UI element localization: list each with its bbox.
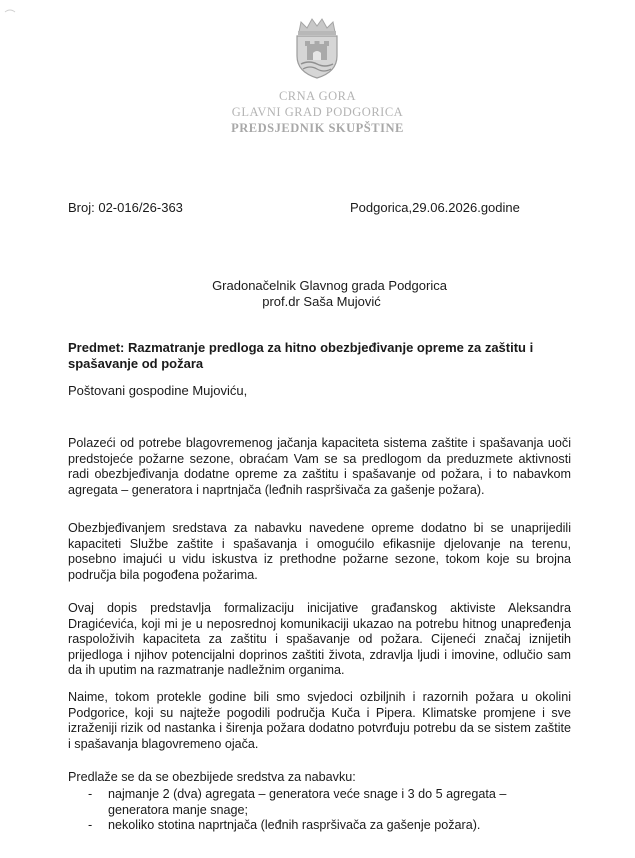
- coat-of-arms-icon: [287, 14, 347, 80]
- paragraph: Polazeći od potrebe blagovremenog jačanja kapaciteta sistema zaštite i spašavanja uoči predstojeće požarne sezone, obraćam Vam se sa predlogom da preduzmete aktivnosti radi obezbjeđivanja dodatne opreme za zaštitu i spašavanje od požara, i to nabavkom agregata – generatora i naprtnjača (leđnih raspršivača za gašenje požara).: [68, 436, 571, 497]
- list-item: [88, 787, 558, 818]
- recipient-title: Gradonačelnik Glavnog grada Podgorica: [212, 278, 447, 293]
- corner-mark: [4, 8, 16, 14]
- recipient-name: prof.dr Saša Mujović: [262, 294, 381, 309]
- recipient-block: [0, 278, 635, 310]
- paragraph: Obezbjeđivanjem sredstava za nabavku navedene opreme dodatno bi se unaprijedili kapaciteti Službe zaštite i spašavanja i omogućilo efikasnije djelovanje na terenu, posebno imajući u vidu iskustva iz prethodne požarne sezone, tokom koje su brojna područja bila pogođena požarima.: [68, 521, 571, 582]
- letterhead: [0, 88, 635, 136]
- salutation: Poštovani gospodine Mujoviću,: [68, 383, 248, 398]
- paragraph: Naime, tokom protekle godine bili smo svjedoci ozbiljnih i razornih požara u okolini Podgorice, koji su najteže pogodili područja Kuča i Pipera. Klimatske promjene i sve izraženiji rizik od nastanka i širenja požara dodatno potvrđuju potrebu da se sistem zaštite i spašavanja blagovremeno ojača.: [68, 690, 571, 751]
- letterhead-city: GLAVNI GRAD PODGORICA: [231, 105, 404, 119]
- list-item-text: najmanje 2 (dva) agregata – generatora veće snage i 3 do 5 agregata – generatora manje snage;: [108, 787, 507, 817]
- dash-bullet: -: [88, 818, 93, 833]
- letterhead-country: CRNA GORA: [278, 89, 357, 103]
- list-item: [88, 818, 558, 834]
- list-item-text: nekoliko stotina naprtnjača (leđnih raspršivača za gašenje požara).: [108, 818, 481, 833]
- letterhead-office: PREDSJEDNIK SKUPŠTINE: [231, 121, 404, 135]
- place-and-date: Podgorica,29.06.2026.godine: [350, 200, 520, 215]
- subject-line: Predmet: Razmatranje predloga za hitno obezbjeđivanje opreme za zaštitu i spašavanje od požara: [68, 340, 534, 371]
- list-intro: Predlaže se da se obezbijede sredstva za nabavku:: [68, 770, 356, 784]
- procurement-list: [88, 787, 558, 834]
- dash-bullet: -: [88, 787, 93, 801]
- paragraph: Ovaj dopis predstavlja formalizaciju inicijative građanskog aktiviste Aleksandra Dragićevića, koji mi je u neposrednoj komunikaciji ukazao na potrebu hitnog unapređenja raspoloživih kapaciteta za zaštitu i spašavanje od požara. Cijeneći značaj iznijetih prijedloga i njihov potencijalni doprinos zaštiti života, zdravlja ljudi i imovine, odlučio sam da ih uputim na razmatranje nadležnim organima.: [68, 601, 571, 678]
- document-number: Broj: 02-016/26-363: [68, 200, 183, 215]
